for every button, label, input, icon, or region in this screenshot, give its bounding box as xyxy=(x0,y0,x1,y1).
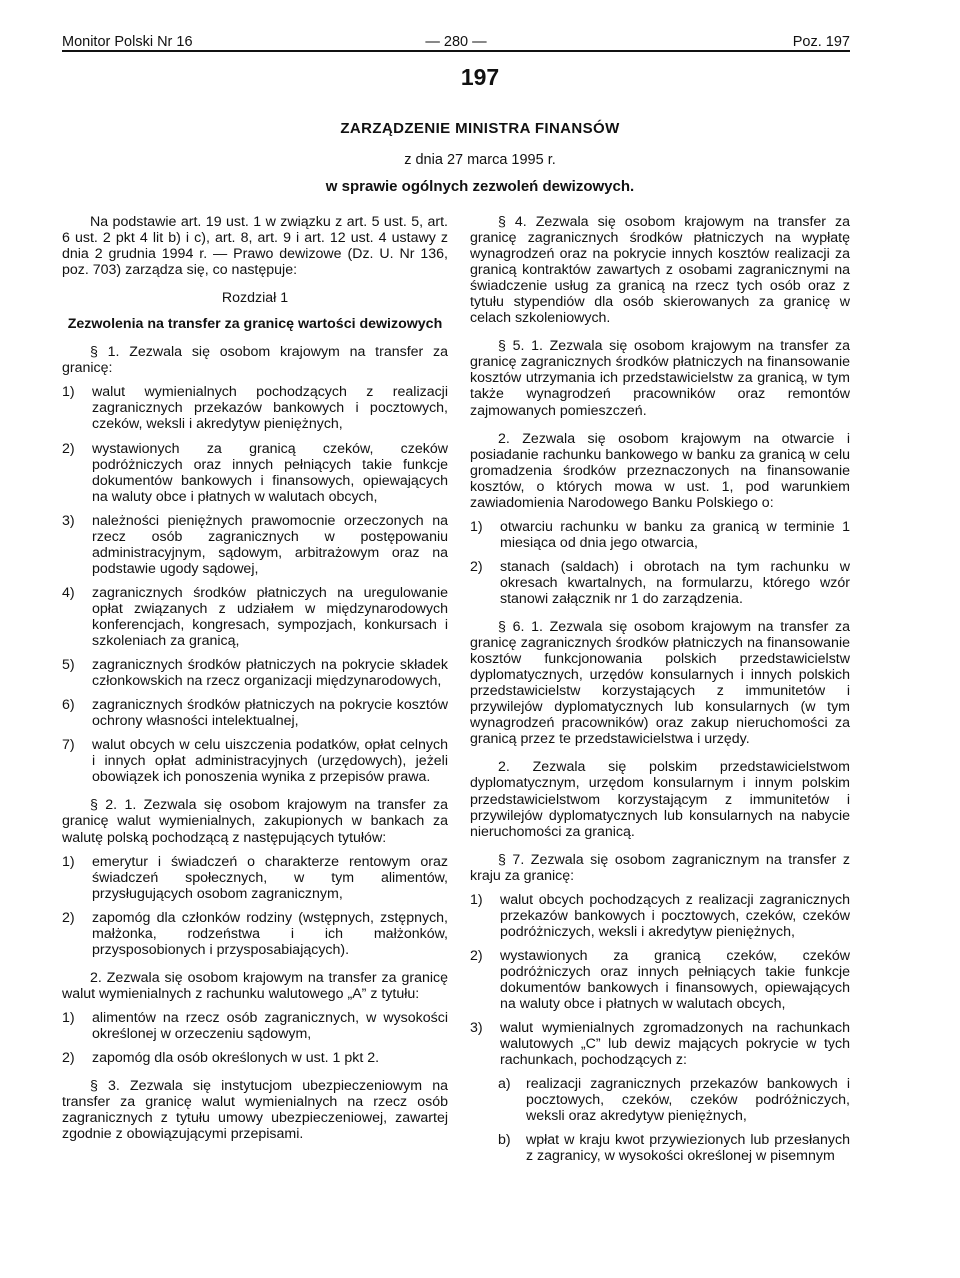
section-6-paragraph-1: § 6. 1. Zezwala się osobom krajowym na transfer za granicę zagranicznych środków płatniczych na finansowanie kosztów funkcjonowania polskich przedstawicielstw dyplomatycznych, urzędów konsularnych i innych polskich przedstawicielstw korzystających z immunitetów i przywilejów dyplomatycznych lub konsularnych (w tym wynagrodzeń pracowników) oraz zakup nieruchomości za granicą przez te przedstawicielstwa i urzędy. xyxy=(470,619,850,748)
item-text: alimentów na rzecz osób zagranicznych, w wysokości określonej w orzeczeniu sądowym, xyxy=(92,1009,448,1042)
chapter-title: Zezwolenia na transfer za granicę wartości dewizowych xyxy=(67,316,443,333)
section-5-list xyxy=(470,519,850,607)
header-rule xyxy=(62,50,850,52)
page-number: — 280 — xyxy=(425,34,487,50)
list-item xyxy=(62,910,448,958)
section-2-intro: § 2. 1. Zezwala się osobom krajowym na transfer za granicę walut wymienialnych, zakupionych w bankach za walutę polską pochodzącą z następujących tytułów: xyxy=(62,797,448,846)
item-number: 2) xyxy=(62,909,75,926)
sub-item-letter: a) xyxy=(498,1076,511,1093)
section-1-list xyxy=(62,384,448,785)
list-item xyxy=(62,441,448,505)
item-number: 1) xyxy=(62,1009,75,1026)
item-number: 1) xyxy=(62,853,75,870)
item-number: 3) xyxy=(62,512,75,529)
left-column xyxy=(62,214,448,1154)
list-item xyxy=(62,585,448,649)
section-6-paragraph-2: 2. Zezwala się polskim przedstawicielstwom dyplomatycznym, urzędom konsularnym i innym polskim przedstawicielstwom korzystającym z immunitetów i przywilejów dyplomatycznych lub konsularnych na nabycie nieruchomości za granicą. xyxy=(470,759,850,840)
section-3: § 3. Zezwala się instytucjom ubezpieczeniowym na transfer za granicę walut wymienialnych na rzecz osób zagranicznych z tytułu umowy ubezpieczeniowej, zawartej zgodnie z obowiązującymi przepisami. xyxy=(62,1078,448,1143)
right-column xyxy=(470,214,850,1172)
sub-item xyxy=(498,1076,850,1124)
list-item xyxy=(62,854,448,902)
item-number: 4) xyxy=(62,584,75,601)
sub-item-text: wpłat w kraju kwot przywiezionych lub przesłanych z zagranicy, w wysokości określonej w pisemnym xyxy=(526,1132,850,1165)
section-2-2-list xyxy=(62,1010,448,1066)
document-subject: w sprawie ogólnych zezwoleń dewizowych. xyxy=(325,178,635,195)
sub-item xyxy=(498,1132,850,1164)
item-number: 2) xyxy=(62,1050,75,1067)
item-text: walut obcych w celu uiszczenia podatków, opłat celnych i innych opłat administracyjnych (urzędowych), jeżeli obowiązek ich ponoszenia wynika z przepisów prawa. xyxy=(92,737,448,786)
item-number: 2) xyxy=(470,947,483,964)
list-item xyxy=(470,519,850,551)
section-1-intro: § 1. Zezwala się osobom krajowym na transfer za granicę: xyxy=(62,344,448,377)
document-date: z dnia 27 marca 1995 r. xyxy=(404,152,556,168)
document-title: ZARZĄDZENIE MINISTRA FINANSÓW xyxy=(340,120,620,137)
list-item xyxy=(470,948,850,1012)
position-number: Poz. 197 xyxy=(792,34,850,50)
section-2-list xyxy=(62,854,448,958)
item-number: 1) xyxy=(470,518,483,535)
item-text: walut obcych pochodzących z realizacji zagranicznych przekazów bankowych i pocztowych, czeków, czeków podróżniczych, weksli i akredytyw pieniężnych, xyxy=(500,891,850,940)
section-5-paragraph-2: 2. Zezwala się osobom krajowym na otwarcie i posiadanie rachunku bankowego w banku za granicą w celu gromadzenia środków przeznaczonych na finansowanie kosztów, o których mowa w ust. 1, pod warunkiem zawiadomienia Narodowego Banku Polskiego o: xyxy=(470,430,850,511)
item-text: wystawionych za granicą czeków, czeków podróżniczych oraz innych pełniących takie funkcje dokumentów bankowych i finansowych, opiewających na waluty obce i płatnych w walutach obcych, xyxy=(92,440,448,505)
item-text: zapomóg dla osób określonych w ust. 1 pkt 2. xyxy=(92,1050,380,1067)
list-item xyxy=(62,737,448,785)
section-7-list xyxy=(470,892,850,1165)
item-text: walut wymienialnych zgromadzonych na rachunkach walutowych „C” lub dewiz mających pokrycie w tych rachunkach, pochodzących z: xyxy=(500,1020,850,1069)
item-number: 5) xyxy=(62,657,75,674)
list-item xyxy=(62,384,448,432)
list-item xyxy=(62,1050,448,1066)
item-number: 1) xyxy=(470,891,483,908)
item-text: należności pieniężnych prawomocnie orzeczonych na rzecz osób zagranicznych w postępowaniu administracyjnym, sądowym, arbitrażowym oraz na podstawie ugody sądowej, xyxy=(92,512,448,577)
list-item xyxy=(470,892,850,940)
item-number: 1) xyxy=(62,384,75,401)
item-text: zagranicznych środków płatniczych na pokrycie kosztów ochrony własności intelektualnej, xyxy=(92,697,448,730)
item-text: zagranicznych środków płatniczych na uregulowanie opłat związanych z udziałem w międzynarodowych konferencjach, kongresach, sympozjach, konkursach i szkoleniach za granicą, xyxy=(92,584,448,650)
list-item xyxy=(62,1010,448,1042)
sub-item-text: realizacji zagranicznych przekazów bankowych i pocztowych, czeków, czeków podróżniczych, weksli oraz akredytyw pieniężnych, xyxy=(526,1076,850,1125)
preamble: Na podstawie art. 19 ust. 1 w związku z art. 5 ust. 5, art. 6 ust. 2 pkt 4 lit b) i c), art. 8, art. 9 i art. 12 ust. 4 ustawy z dnia 2 grudnia 1994 r. — Prawo dewizowe (Dz. U. Nr 136, poz. 703) zarządza się, co następuje: xyxy=(62,214,448,279)
chapter-heading: Rozdział 1 xyxy=(221,290,289,307)
item-text: emerytur i świadczeń o charakterze rentowym oraz świadczeń społecznych, w tym alimentów, przysługujących osobom zagranicznym, xyxy=(92,853,448,902)
item-text: walut wymienialnych pochodzących z realizacji zagranicznych przekazów bankowych i pocztowych, czeków, weksli i akredytyw pieniężnych, xyxy=(92,384,448,433)
item-text: otwarciu rachunku w banku za granicą w terminie 1 miesiąca od dnia jego otwarcia, xyxy=(500,518,850,551)
list-item xyxy=(62,697,448,729)
item-text: stanach (saldach) i obrotach na tym rachunku w okresach kwartalnych, na formularzu, którego wzór stanowi załącznik nr 1 do zarządzenia. xyxy=(500,558,850,607)
list-item xyxy=(62,513,448,577)
journal-name: Monitor Polski Nr 16 xyxy=(62,34,193,50)
item-number: 7) xyxy=(62,737,75,754)
item-number: 2) xyxy=(470,558,483,575)
page-header xyxy=(62,28,850,50)
sub-item-letter: b) xyxy=(498,1132,511,1149)
section-4: § 4. Zezwala się osobom krajowym na transfer za granicę zagranicznych środków płatniczych na wypłatę wynagrodzeń oraz na pokrycie innych kosztów realizacji za granicą kontraktów zawartych z osobami zagranicznymi na świadczenie usług za granicą na rzecz tych osób oraz z tytułu stypendiów dla osób skierowanych za granicę w celach szkoleniowych. xyxy=(470,214,850,327)
list-item xyxy=(470,559,850,607)
list-item xyxy=(62,657,448,689)
item-text: zapomóg dla członków rodziny (wstępnych, zstępnych, małżonka, rodzeństwa i ich małżonków, przysposobionych i przysposabiających). xyxy=(92,909,448,958)
section-7-intro: § 7. Zezwala się osobom zagranicznym na transfer z kraju za granicę: xyxy=(470,851,850,884)
item-text: zagranicznych środków płatniczych na pokrycie składek członkowskich na rzecz organizacji międzynarodowych, xyxy=(92,657,448,690)
item-number: 3) xyxy=(470,1020,483,1037)
section-5-paragraph-1: § 5. 1. Zezwala się osobom krajowym na transfer za granicę zagranicznych środków płatniczych na finansowanie kosztów utrzymania ich przedstawicielstw za granicą, w tym także wynagrodzeń pracowników oraz remontów zajmowanych pomieszczeń. xyxy=(470,338,850,419)
section-2-paragraph-2: 2. Zezwala się osobom krajowym na transfer za granicę walut wymienialnych z rachunku walutowego „A” z tytułu: xyxy=(62,969,448,1002)
item-number: 2) xyxy=(62,440,75,457)
list-item xyxy=(470,1020,850,1068)
item-number: 6) xyxy=(62,697,75,714)
item-text: wystawionych za granicą czeków, czeków podróżniczych oraz innych pełniących takie funkcje dokumentów bankowych i finansowych, opiewających na waluty obce i płatnych w walutach obcych, xyxy=(500,947,850,1013)
document-number: 197 xyxy=(460,64,500,90)
